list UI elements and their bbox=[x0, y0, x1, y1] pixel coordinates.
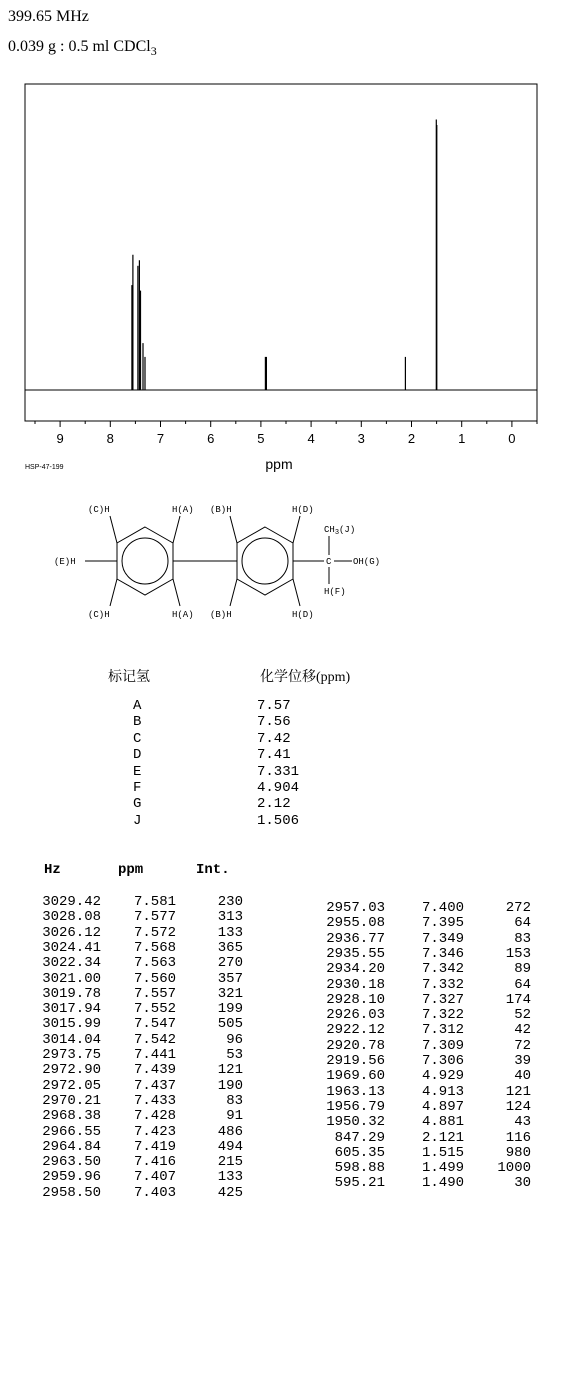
label-b-bot: (B)H bbox=[210, 610, 232, 620]
peak-hz: 595.21 bbox=[334, 1175, 385, 1192]
peak-hz: 2972.05 bbox=[42, 1077, 101, 1094]
left-benzene-ring bbox=[117, 527, 173, 595]
peak-hz: 1969.60 bbox=[326, 1068, 385, 1085]
peak-ppm: 7.577 bbox=[133, 909, 176, 926]
peak-int: 1000 bbox=[497, 1160, 531, 1177]
nmr-spectrum-chart bbox=[0, 70, 570, 480]
peak-int: 39 bbox=[514, 1053, 531, 1069]
tick-label: 8 bbox=[106, 431, 114, 446]
peak-int: 133 bbox=[217, 924, 243, 941]
peak-hz: 3028.08 bbox=[42, 909, 101, 926]
x-axis-ticks bbox=[35, 421, 537, 446]
peak-int: 116 bbox=[505, 1129, 531, 1146]
peak-ppm: 7.441 bbox=[133, 1047, 176, 1063]
assign-shift: 7.56 bbox=[257, 714, 291, 731]
peak-int: 272 bbox=[505, 900, 531, 916]
peak-int: 230 bbox=[217, 894, 243, 910]
tick-label: 9 bbox=[56, 431, 64, 446]
peak-ppm: 4.929 bbox=[421, 1068, 464, 1085]
peak-int: 321 bbox=[217, 985, 243, 1002]
tick-label: 2 bbox=[407, 431, 416, 446]
peak-int: 30 bbox=[514, 1175, 531, 1192]
peak-hz: 3026.12 bbox=[42, 924, 101, 941]
peak-hz: 2968.38 bbox=[42, 1108, 101, 1125]
peak-ppm: 7.547 bbox=[133, 1016, 176, 1033]
peak-ppm: 1.515 bbox=[421, 1144, 464, 1161]
peak-int: 365 bbox=[217, 939, 243, 956]
peak-hz: 3022.34 bbox=[42, 955, 101, 972]
peak-ppm: 7.428 bbox=[133, 1108, 176, 1125]
peak-int: 121 bbox=[217, 1062, 243, 1079]
sample-info bbox=[8, 38, 157, 59]
peak-ppm: 7.407 bbox=[133, 1169, 176, 1186]
assign-shift: 7.42 bbox=[257, 730, 291, 747]
peak-ppm: 7.419 bbox=[133, 1138, 176, 1155]
peak-hz: 2970.21 bbox=[42, 1092, 101, 1109]
peak-ppm: 7.437 bbox=[133, 1077, 176, 1094]
peak-hz: 3014.04 bbox=[42, 1031, 101, 1048]
sample-subscript: 3 bbox=[150, 44, 157, 59]
label-oh: OH(G) bbox=[353, 557, 381, 567]
peak-ppm: 7.557 bbox=[133, 985, 176, 1002]
spectrum-code: HSP-47-199 bbox=[25, 464, 64, 471]
peak-hz: 2972.90 bbox=[42, 1062, 101, 1079]
peak-int: 174 bbox=[505, 991, 531, 1008]
assign-label: D bbox=[133, 747, 142, 764]
label-d-bot: H(D) bbox=[292, 610, 314, 620]
peak-int: 270 bbox=[217, 955, 243, 972]
peak-int: 83 bbox=[226, 1092, 243, 1109]
peak-header-int: Int. bbox=[196, 862, 230, 878]
peak-hz: 2930.18 bbox=[326, 976, 385, 993]
peak-hz: 2964.84 bbox=[42, 1138, 101, 1155]
peak-hz: 2936.77 bbox=[326, 930, 385, 947]
tick-label: 4 bbox=[307, 431, 315, 446]
peak-int: 40 bbox=[514, 1068, 531, 1085]
assign-label: A bbox=[133, 698, 142, 714]
peak-int: 121 bbox=[505, 1083, 531, 1100]
assign-shift: 7.57 bbox=[257, 698, 291, 714]
peak-int: 357 bbox=[217, 970, 243, 987]
peak-hz: 2928.10 bbox=[326, 991, 385, 1008]
peak-int: 313 bbox=[217, 909, 243, 926]
peak-hz: 3029.42 bbox=[42, 894, 101, 910]
peak-int: 215 bbox=[217, 1154, 243, 1171]
peak-int: 486 bbox=[217, 1123, 243, 1140]
peak-hz: 2963.50 bbox=[42, 1154, 101, 1171]
peak-ppm: 7.395 bbox=[421, 915, 464, 932]
label-d-top: H(D) bbox=[292, 505, 314, 515]
peak-ppm: 7.568 bbox=[133, 939, 176, 956]
right-benzene-ring bbox=[237, 527, 293, 595]
peak-hz: 2957.03 bbox=[326, 900, 385, 916]
peak-header-ppm: ppm bbox=[118, 862, 144, 878]
peak-hz: 2958.50 bbox=[42, 1184, 101, 1201]
peak-int: 72 bbox=[514, 1037, 531, 1054]
peak-hz: 847.29 bbox=[334, 1129, 385, 1146]
peak-hz: 605.35 bbox=[334, 1144, 385, 1161]
peak-ppm: 7.433 bbox=[133, 1092, 176, 1109]
label-b-top: (B)H bbox=[210, 505, 232, 515]
assign-shift: 2.12 bbox=[257, 796, 291, 813]
peak-ppm: 7.332 bbox=[421, 976, 464, 993]
peak-ppm: 4.897 bbox=[421, 1098, 464, 1115]
assign-shift: 7.41 bbox=[257, 747, 291, 764]
sample-prefix: 0.039 g : 0.5 ml CDCl bbox=[8, 38, 151, 55]
peak-hz: 3019.78 bbox=[42, 985, 101, 1002]
peak-hz: 2920.78 bbox=[326, 1037, 385, 1054]
tick-label: 3 bbox=[357, 431, 365, 446]
peak-hz: 1963.13 bbox=[326, 1083, 385, 1100]
peak-int: 53 bbox=[226, 1047, 243, 1063]
peak-hz: 3024.41 bbox=[42, 939, 101, 956]
label-ch3: $CH_3(J)$ bbox=[324, 525, 356, 537]
assign-shift: 1.506 bbox=[257, 812, 300, 829]
peak-hz: 1950.32 bbox=[326, 1114, 385, 1131]
peak-ppm: 7.349 bbox=[421, 930, 464, 947]
peak-ppm: 7.342 bbox=[421, 961, 464, 978]
peak-ppm: 7.403 bbox=[133, 1184, 176, 1201]
label-hf: H(F) bbox=[324, 587, 346, 597]
peak-ppm: 7.312 bbox=[421, 1022, 464, 1039]
peak-ppm: 7.563 bbox=[133, 955, 176, 972]
label-e: (E)H bbox=[54, 557, 76, 567]
peak-int: 64 bbox=[514, 976, 531, 993]
assign-shift: 7.331 bbox=[257, 763, 300, 780]
label-a-bot: H(A) bbox=[172, 610, 194, 620]
peak-lines bbox=[132, 120, 437, 391]
left-ring-circle bbox=[122, 538, 168, 584]
peak-ppm: 7.560 bbox=[133, 970, 176, 987]
peak-int: 96 bbox=[226, 1031, 243, 1048]
peak-int: 153 bbox=[505, 945, 531, 962]
spectrometer-frequency: 399.65 MHz bbox=[8, 8, 89, 25]
peak-int: 43 bbox=[514, 1114, 531, 1131]
peak-ppm: 2.121 bbox=[421, 1129, 464, 1146]
peak-hz: 2926.03 bbox=[326, 1007, 385, 1024]
peak-hz: 598.88 bbox=[334, 1160, 385, 1177]
assign-header-shift: 化学位移(ppm) bbox=[260, 670, 351, 685]
peak-ppm: 7.400 bbox=[421, 900, 464, 916]
assign-label: G bbox=[133, 796, 142, 813]
assign-header-label: 标记氢 bbox=[108, 670, 150, 685]
molecule-structure bbox=[40, 492, 440, 632]
peak-int: 124 bbox=[505, 1098, 531, 1115]
tick-label: 5 bbox=[257, 431, 265, 446]
peak-ppm: 7.552 bbox=[133, 1001, 176, 1018]
peak-int: 425 bbox=[217, 1184, 243, 1201]
assign-label: B bbox=[133, 714, 142, 731]
peak-int: 133 bbox=[217, 1169, 243, 1186]
peak-ppm: 7.581 bbox=[133, 894, 176, 910]
peak-hz: 3021.00 bbox=[42, 970, 101, 987]
peak-header-hz: Hz bbox=[44, 862, 61, 878]
label-carbon: C bbox=[326, 557, 332, 567]
peak-int: 83 bbox=[514, 930, 531, 947]
tick-label: 0 bbox=[508, 431, 516, 446]
peak-hz: 2919.56 bbox=[326, 1053, 385, 1069]
x-axis-label: ppm bbox=[265, 456, 293, 472]
peak-ppm: 1.490 bbox=[421, 1175, 464, 1192]
peak-hz: 2959.96 bbox=[42, 1169, 101, 1186]
assign-label: J bbox=[133, 812, 142, 829]
peak-hz: 2973.75 bbox=[42, 1047, 101, 1063]
peak-hz: 2935.55 bbox=[326, 945, 385, 962]
peak-int: 89 bbox=[514, 961, 531, 978]
assign-label: E bbox=[133, 763, 142, 780]
label-c-bot: (C)H bbox=[88, 610, 110, 620]
label-a-top: H(A) bbox=[172, 505, 194, 515]
peak-ppm: 7.416 bbox=[133, 1154, 176, 1171]
peak-int: 199 bbox=[217, 1001, 243, 1018]
peak-int: 52 bbox=[514, 1007, 531, 1024]
tick-label: 7 bbox=[156, 431, 165, 446]
peak-ppm: 4.881 bbox=[421, 1114, 464, 1131]
peak-hz: 3017.94 bbox=[42, 1001, 101, 1018]
peak-int: 64 bbox=[514, 915, 531, 932]
peak-ppm: 7.572 bbox=[133, 924, 176, 941]
assign-shift: 4.904 bbox=[257, 780, 300, 796]
peak-ppm: 7.346 bbox=[421, 945, 464, 962]
peak-int: 494 bbox=[217, 1138, 243, 1155]
peak-int: 980 bbox=[505, 1144, 531, 1161]
peak-ppm: 7.327 bbox=[421, 991, 464, 1008]
peak-int: 505 bbox=[217, 1016, 243, 1033]
peak-ppm: 7.309 bbox=[421, 1037, 464, 1054]
peak-hz: 1956.79 bbox=[326, 1098, 385, 1115]
peak-int: 91 bbox=[226, 1108, 243, 1125]
peak-hz: 2934.20 bbox=[326, 961, 385, 978]
structure-bonds bbox=[85, 516, 352, 606]
label-c-top: (C)H bbox=[88, 505, 110, 515]
tick-label: 1 bbox=[458, 431, 466, 446]
peak-ppm: 7.542 bbox=[133, 1031, 176, 1048]
peak-ppm: 1.499 bbox=[421, 1160, 464, 1177]
peak-hz: 2966.55 bbox=[42, 1123, 101, 1140]
tick-label: 6 bbox=[207, 431, 215, 446]
peak-ppm: 4.913 bbox=[421, 1083, 464, 1100]
assign-label: F bbox=[133, 780, 142, 796]
peak-hz: 2955.08 bbox=[326, 915, 385, 932]
peak-hz: 2922.12 bbox=[326, 1022, 385, 1039]
peak-ppm: 7.322 bbox=[421, 1007, 464, 1024]
right-ring-circle bbox=[242, 538, 288, 584]
peak-ppm: 7.439 bbox=[133, 1062, 176, 1079]
peak-hz: 3015.99 bbox=[42, 1016, 101, 1033]
peak-int: 42 bbox=[514, 1022, 531, 1039]
plot-frame bbox=[25, 84, 537, 421]
peak-int: 190 bbox=[217, 1077, 243, 1094]
peak-ppm: 7.306 bbox=[421, 1053, 464, 1069]
assign-label: C bbox=[133, 730, 142, 747]
peak-ppm: 7.423 bbox=[133, 1123, 176, 1140]
